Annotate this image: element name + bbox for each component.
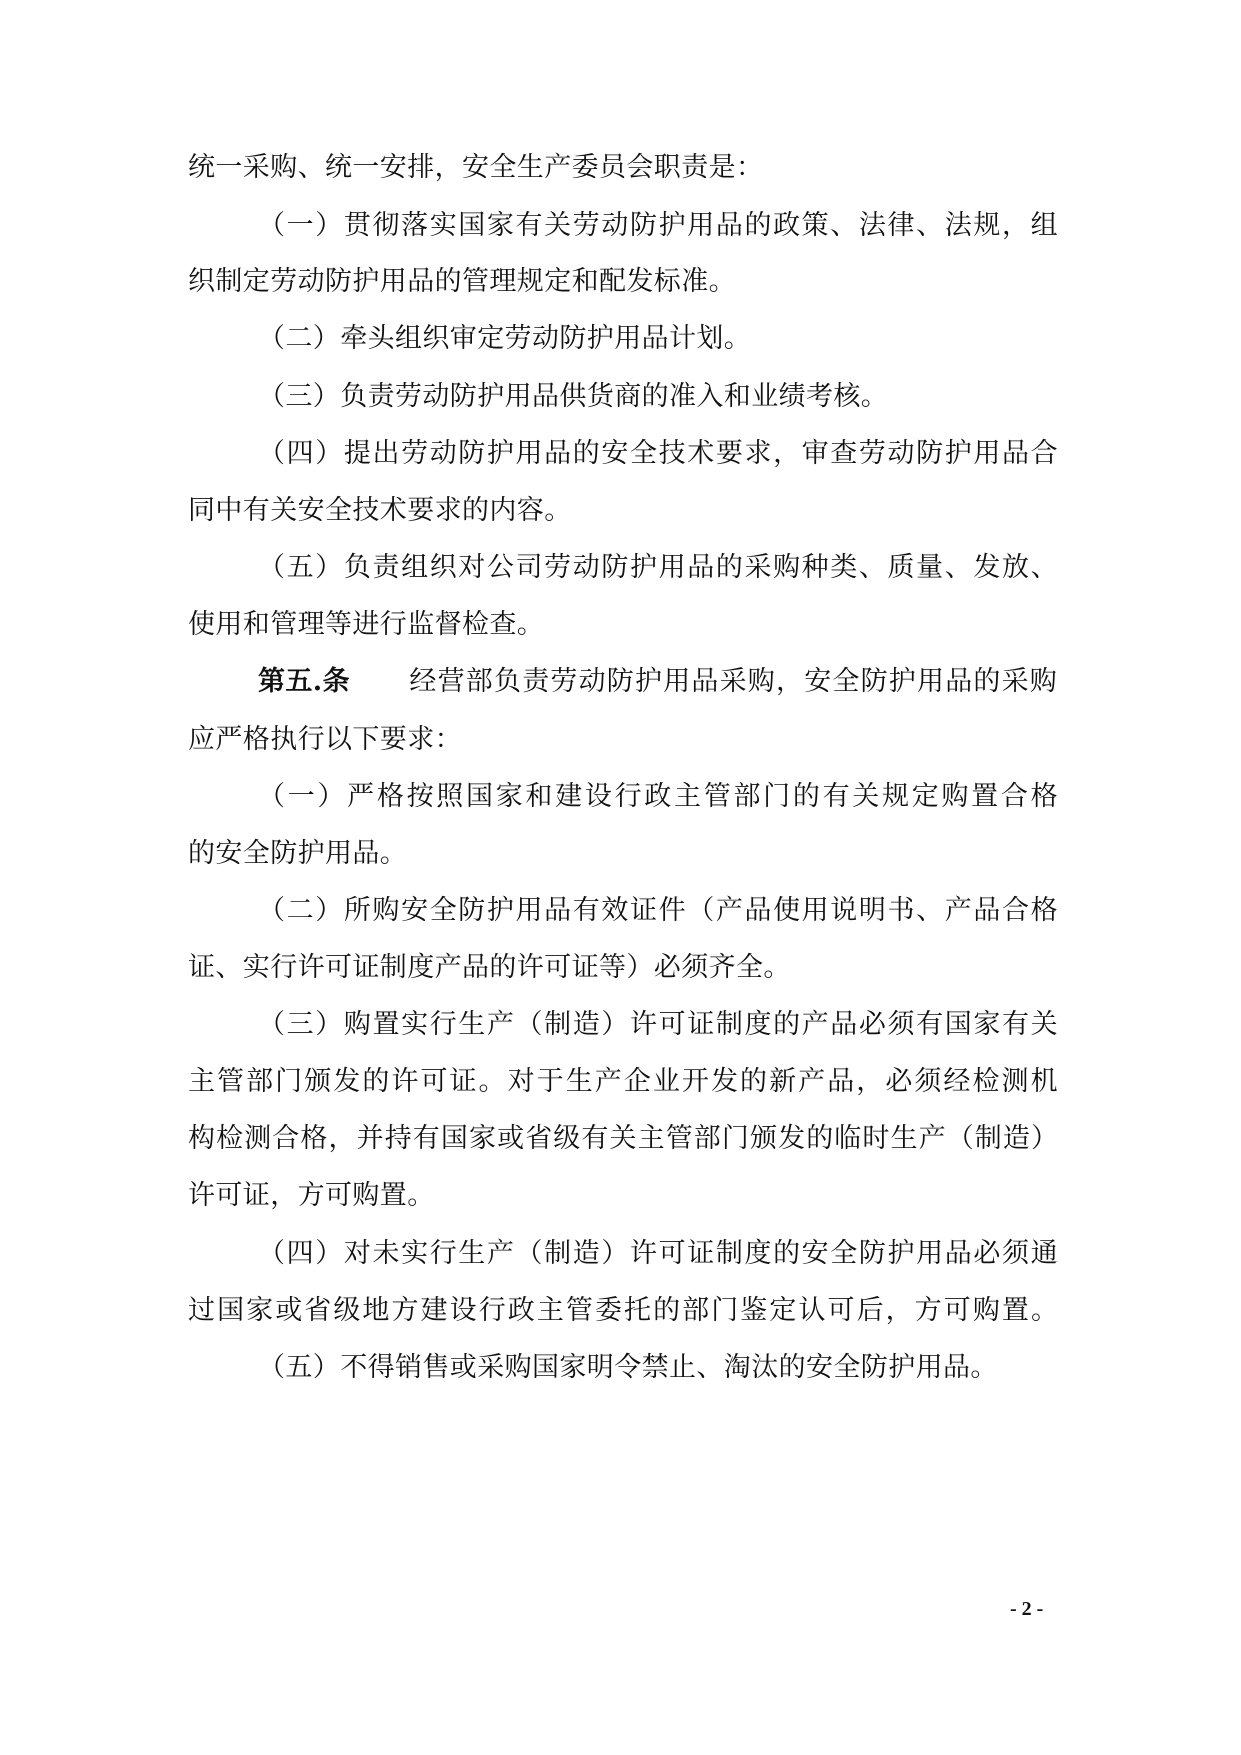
text-line: 过国家或省级地方建设行政主管委托的部门鉴定认可后，方可购置。	[188, 1295, 1058, 1326]
text-line: （五）负责组织对公司劳动防护用品的采购种类、质量、发放、	[258, 552, 1058, 583]
text-line: （一）贯彻落实国家有关劳动防护用品的政策、法律、法规，组	[258, 210, 1058, 241]
article-label: 第五.条	[258, 666, 350, 697]
text-line: （五）不得销售或采购国家明令禁止、淘汰的安全防护用品。	[258, 1352, 998, 1383]
text-line: 证、实行许可证制度产品的许可证等）必须齐全。	[188, 952, 791, 983]
text-line: （二）所购安全防护用品有效证件（产品使用说明书、产品合格	[258, 895, 1058, 926]
text-line: （四）提出劳动防护用品的安全技术要求，审查劳动防护用品合	[258, 438, 1058, 469]
text-line: （四）对未实行生产（制造）许可证制度的安全防护用品必须通	[258, 1238, 1058, 1269]
text-line: （三）负责劳动防护用品供货商的准入和业绩考核。	[258, 381, 889, 412]
text-line: 的安全防护用品。	[188, 838, 408, 869]
text-line: 织制定劳动防护用品的管理规定和配发标准。	[188, 266, 736, 297]
article-line	[258, 662, 1058, 702]
text-line: 使用和管理等进行监督检查。	[188, 609, 545, 640]
text-line: （一）严格按照国家和建设行政主管部门的有关规定购置合格	[258, 781, 1058, 812]
text-line: 应严格执行以下要求：	[188, 724, 462, 755]
text-line: 构检测合格，并持有国家或省级有关主管部门颁发的临时生产（制造）	[188, 1123, 1058, 1154]
text-line: （二）牵头组织审定劳动防护用品计划。	[258, 323, 752, 354]
page-number: - 2 -	[1010, 1598, 1044, 1620]
text-line: （三）购置实行生产（制造）许可证制度的产品必须有国家有关	[258, 1009, 1058, 1040]
text-line: 统一采购、统一安排，安全生产委员会职责是：	[188, 152, 764, 183]
text-line: 许可证，方可购置。	[188, 1180, 435, 1211]
text-line: 同中有关安全技术要求的内容。	[188, 495, 572, 526]
article-text: 经营部负责劳动防护用品采购，安全防护用品的采购	[409, 666, 1058, 697]
text-line: 主管部门颁发的许可证。对于生产企业开发的新产品，必须经检测机	[188, 1066, 1058, 1097]
